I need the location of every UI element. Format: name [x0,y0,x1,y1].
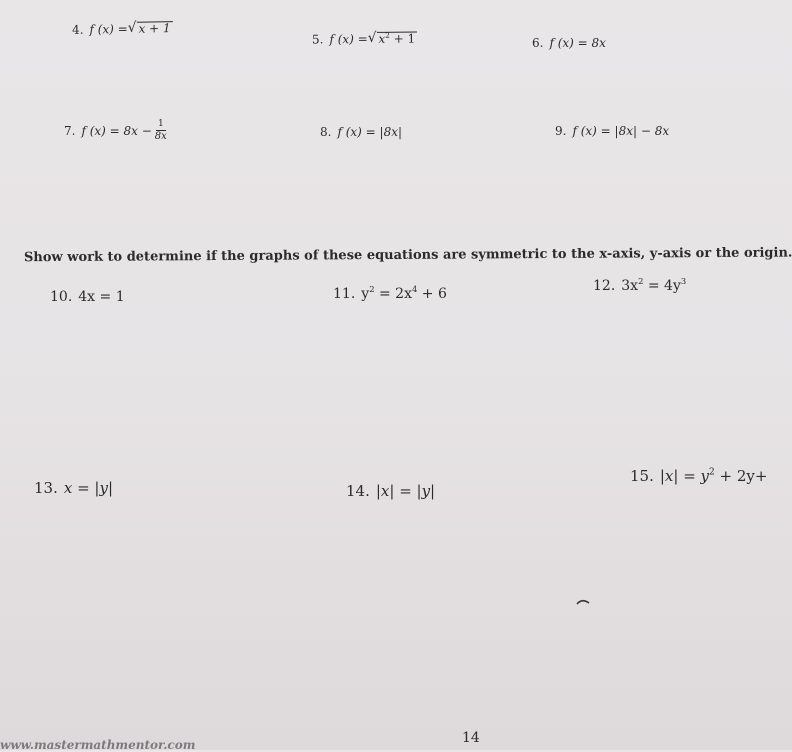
problem-number: 14. [346,482,370,500]
problem-13 [34,479,113,497]
problem-number: 10. [50,289,73,305]
problem-4 [72,21,173,37]
problem-number: 6. [532,36,544,50]
problem-6 [532,36,606,50]
problem-number: 15. [630,467,654,485]
equation: $|x| = y^2 + 2y+$ [659,467,768,485]
equation: f (x) = |8x| [337,125,403,139]
problem-number: 13. [34,479,58,497]
problem-12 [593,278,686,294]
sqrt-icon: √ [367,30,377,47]
equation: x = |y| [63,479,114,497]
function-lhs: f (x) = 8x − [81,124,152,139]
equation: f (x) = 8x [549,36,606,50]
equation: $y^2 = 2x^4 + 6$ [361,284,447,302]
equation: f (x) = |8x| − 8x [572,124,670,138]
problem-7 [64,120,167,143]
problem-5 [312,32,417,47]
problem-15 [630,467,767,485]
problem-number: 7. [64,124,76,139]
equation: 4x = 1 [78,289,125,305]
page-number: 14 [462,730,480,746]
radicand: $x^2 + 1$ [376,32,417,47]
problem-number: 5. [311,32,324,47]
numerator: 1 [157,119,164,129]
denominator: 8x [154,130,167,142]
footer-url: www.mastermathmentor.com [0,738,196,752]
equation: |x| = |y| [375,482,436,500]
problem-number: 9. [555,124,567,138]
problem-number: 12. [593,278,616,294]
instructions: Show work to determine if the graphs of these equations are symmetric to the x-axis, y-axis or the origin. [23,245,792,266]
sqrt-expression [128,21,173,36]
function-lhs: f (x) = [329,32,368,47]
function-lhs: f (x) = [89,22,128,37]
fraction [155,120,167,143]
problem-number: 4. [71,22,84,37]
equation: $3x^2 = 4y^3$ [621,276,687,294]
problem-14 [346,482,435,500]
problem-number: 11. [333,286,356,302]
problem-10 [50,289,125,305]
radicand: x + 1 [136,21,172,36]
problem-11 [333,286,447,302]
problem-number: 8. [320,125,332,139]
problem-8 [320,125,402,139]
sqrt-expression [368,32,418,47]
pencil-mark-icon [576,598,590,606]
sqrt-icon: √ [127,20,137,37]
problem-9 [555,124,669,138]
